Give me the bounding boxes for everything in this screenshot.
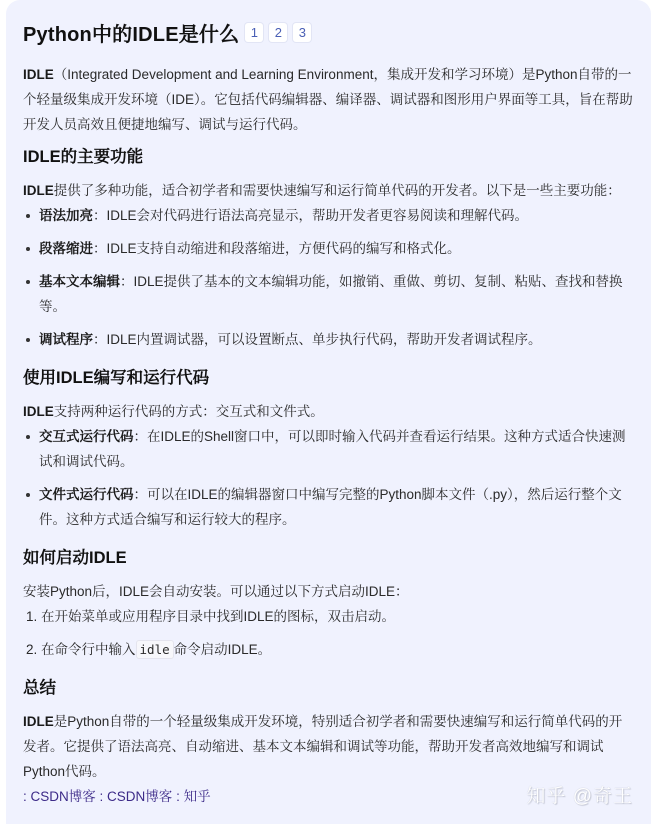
list-item [23, 269, 635, 319]
section-heading-summary: 总结 [23, 679, 56, 697]
citation-badge-2[interactable]: 2 [269, 23, 287, 42]
section-heading-usage: 使用IDLE编写和运行代码 [23, 369, 210, 387]
list-item-text: ：IDLE提供了基本的文本编辑功能，如撤销、重做、剪切、复制、粘贴、查找和替换等。 [39, 274, 623, 314]
step-item [23, 604, 635, 629]
step-item [23, 637, 635, 662]
answer-content [23, 62, 635, 809]
citation-badge-3[interactable]: 3 [293, 23, 311, 42]
source-link-zhihu[interactable]: 知乎 [183, 789, 211, 804]
step-text: 在命令行中输入 [41, 642, 136, 657]
list-item [23, 424, 635, 474]
features-lead-bold: IDLE [23, 183, 54, 198]
inline-code: idle [136, 640, 174, 659]
features-lead [23, 178, 635, 203]
step-text: 命令启动IDLE。 [173, 642, 272, 657]
source-link-csdn-1[interactable]: CSDN博客 [30, 789, 96, 804]
summary-bold-term: IDLE [23, 714, 54, 729]
step-text: 在开始菜单或应用程序目录中找到IDLE的图标，双击启动。 [41, 609, 396, 624]
citation-badge-1[interactable]: 1 [245, 23, 263, 42]
section-heading-features: IDLE的主要功能 [23, 148, 144, 166]
list-item-label: 语法加亮 [39, 208, 93, 223]
usage-lead-bold: IDLE [23, 404, 54, 419]
usage-lead-text: 支持两种运行代码的方式：交互式和文件式。 [53, 404, 324, 419]
list-item-label: 文件式运行代码 [39, 487, 134, 502]
watermark: 知乎 @奇王 [526, 786, 633, 807]
list-item-text: ：IDLE会对代码进行语法高亮显示，帮助开发者更容易阅读和理解代码。 [93, 208, 529, 223]
list-item-label: 段落缩进 [39, 241, 93, 256]
list-item [23, 327, 635, 352]
list-item-text: ：IDLE内置调试器，可以设置断点、单步执行代码，帮助开发者调试程序。 [93, 332, 542, 347]
list-item-text: ：在IDLE的Shell窗口中，可以即时输入代码并查看运行结果。这种方式适合快速测试和调试代码。 [39, 429, 626, 469]
title-row [23, 18, 311, 47]
list-item [23, 203, 635, 228]
launch-lead: 安装Python后，IDLE会自动安装。可以通过以下方式启动IDLE： [23, 584, 409, 599]
launch-steps [23, 604, 635, 662]
list-item-label: 交互式运行代码 [39, 429, 134, 444]
page-title: Python中的IDLE是什么 [23, 24, 240, 46]
list-item-text: ：可以在IDLE的编辑器窗口中编写完整的Python脚本文件（.py），然后运行整个文件。这种方式适合编写和运行较大的程序。 [39, 487, 622, 527]
summary-paragraph [23, 709, 635, 784]
usage-list [23, 424, 635, 532]
step-number: 2. [26, 642, 38, 657]
list-item-label: 基本文本编辑 [39, 274, 120, 289]
source-separator: : [23, 789, 31, 804]
answer-card [6, 0, 651, 824]
list-item-label: 调试程序 [39, 332, 93, 347]
features-lead-text: 提供了多种功能，适合初学者和需要快速编写和运行简单代码的开发者。以下是一些主要功能： [53, 183, 621, 198]
summary-text: 是Python自带的一个轻量级集成开发环境，特别适合初学者和需要快速编写和运行简单代码的开发者。它提供了语法高亮、自动缩进、基本文本编辑和调试等功能，帮助开发者高效地编写和调试Python代码。 [23, 714, 623, 779]
intro-paragraph [23, 62, 635, 137]
source-separator: : [172, 789, 184, 804]
section-heading-launch: 如何启动IDLE [23, 549, 127, 567]
list-item-text: ：IDLE支持自动缩进和段落缩进，方便代码的编写和格式化。 [93, 241, 461, 256]
intro-text: （Integrated Development and Learning Environment，集成开发和学习环境）是Python自带的一个轻量级集成开发环境（IDE）。它包括代码编辑器、编译器、调试器和图形用户界面等工具，旨在帮助开发人员高效且便捷地编写、调试与运行代码。 [23, 67, 633, 132]
source-link-csdn-2[interactable]: CSDN博客 [107, 789, 173, 804]
step-number: 1. [26, 609, 38, 624]
usage-lead [23, 399, 635, 424]
list-item [23, 482, 635, 532]
list-item [23, 236, 635, 261]
intro-bold-term: IDLE [23, 67, 54, 82]
features-list [23, 203, 635, 352]
source-separator: : [95, 789, 108, 804]
